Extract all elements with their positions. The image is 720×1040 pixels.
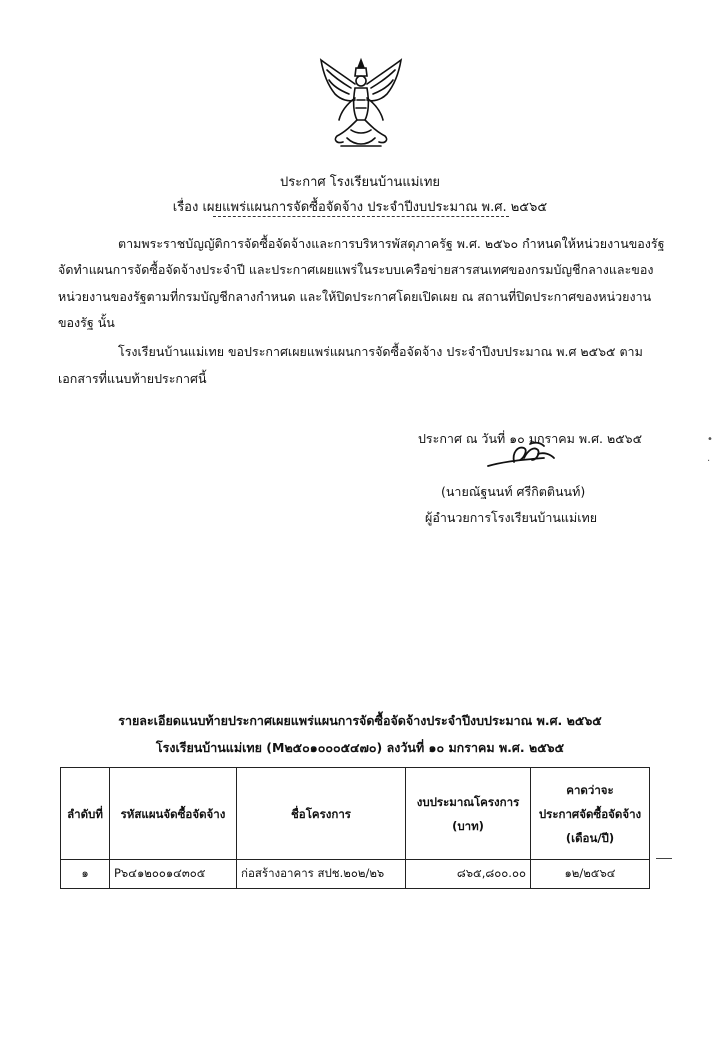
table-row — [61, 860, 650, 889]
col-header-budget-l2: (บาท) — [452, 818, 484, 833]
attachment-title: รายละเอียดแนบท้ายประกาศเผยแพร่แผนการจัดซื้อจัดจ้างประจำปีงบประมาณ พ.ศ. ๒๕๖๕ — [118, 713, 602, 728]
col-header-budget-l1: งบประมาณโครงการ — [416, 794, 520, 809]
announcement-date: ประกาศ ณ วันที่ ๑๐ มกราคม พ.ศ. ๒๕๖๕ — [418, 431, 643, 446]
cell-budget: ๘๖๕,๘๐๐.๐๐ — [406, 860, 531, 889]
dashed-divider — [213, 216, 509, 217]
col-header-code: รหัสแผนจัดซื้อจัดจ้าง — [110, 768, 237, 860]
table-header-row — [61, 768, 650, 860]
col-header-schedule-l2: ประกาศจัดซื้อจัดจ้าง — [538, 806, 642, 821]
cell-no: ๑ — [61, 860, 110, 889]
body-p2-line1: โรงเรียนบ้านแม่เทย ขอประกาศเผยแพร่แผนการจัดซื้อจัดจ้าง ประจำปีงบประมาณ พ.ศ ๒๕๖๕ ตาม — [118, 344, 643, 359]
body-p1-line2: จัดทำแผนการจัดซื้อจัดจ้างประจำปี และประกาศเผยแพร่ในระบบเครือข่ายสารสนเทศของกรมบัญชีกลางและของ — [58, 262, 654, 277]
handwritten-signature — [484, 438, 558, 474]
scan-edge-line — [656, 858, 672, 859]
scan-mark: • — [707, 434, 713, 445]
announcement-subject: เรื่อง เผยแพร่แผนการจัดซื้อจัดจ้าง ประจำปีงบประมาณ พ.ศ. ๒๕๖๕ — [172, 200, 548, 215]
col-header-schedule-l1: คาดว่าจะ — [566, 782, 614, 797]
scan-mark: · — [707, 456, 711, 467]
cell-code: P๖๔๑๒๐๐๑๔๓๐๕ — [110, 860, 237, 889]
body-p1-line3: หน่วยงานของรัฐตามที่กรมบัญชีกลางกำหนด และให้ปิดประกาศโดยเปิดเผย ณ สถานที่ปิดประกาศของหน่วยงาน — [58, 289, 652, 304]
col-header-project: ชื่อโครงการ — [237, 768, 406, 860]
cell-project-name: ก่อสร้างอาคาร สปช.๒๐๒/๒๖ — [237, 860, 406, 889]
col-header-schedule-l3: (เดือน/ปี) — [565, 830, 615, 845]
procurement-plan-table — [60, 767, 650, 889]
col-header-no: ลำดับที่ — [61, 768, 110, 860]
body-p1-line1: ตามพระราชบัญญัติการจัดซื้อจัดจ้างและการบริหารพัสดุภาครัฐ พ.ศ. ๒๕๖๐ กำหนดให้หน่วยงานของรัฐ — [118, 236, 665, 251]
cell-month-year: ๑๒/๒๕๖๔ — [531, 860, 650, 889]
col-header-schedule — [531, 768, 650, 860]
announcement-heading: ประกาศ โรงเรียนบ้านแม่เทย — [279, 175, 441, 190]
body-p2-line2: เอกสารที่แนบท้ายประกาศนี้ — [58, 371, 207, 386]
signer-position: ผู้อำนวยการโรงเรียนบ้านแม่เทย — [425, 510, 598, 525]
garuda-emblem-icon — [311, 54, 411, 154]
body-p1-line4: ของรัฐ นั้น — [58, 315, 115, 330]
signer-name: (นายณัฐนนท์ ศรีกิตตินนท์) — [441, 484, 586, 499]
attachment-subtitle: โรงเรียนบ้านแม่เทย (M๒๕๐๑๐๐๐๕๔๗๐) ลงวันที่ ๑๐ มกราคม พ.ศ. ๒๕๖๕ — [155, 740, 565, 755]
col-header-budget — [406, 768, 531, 860]
